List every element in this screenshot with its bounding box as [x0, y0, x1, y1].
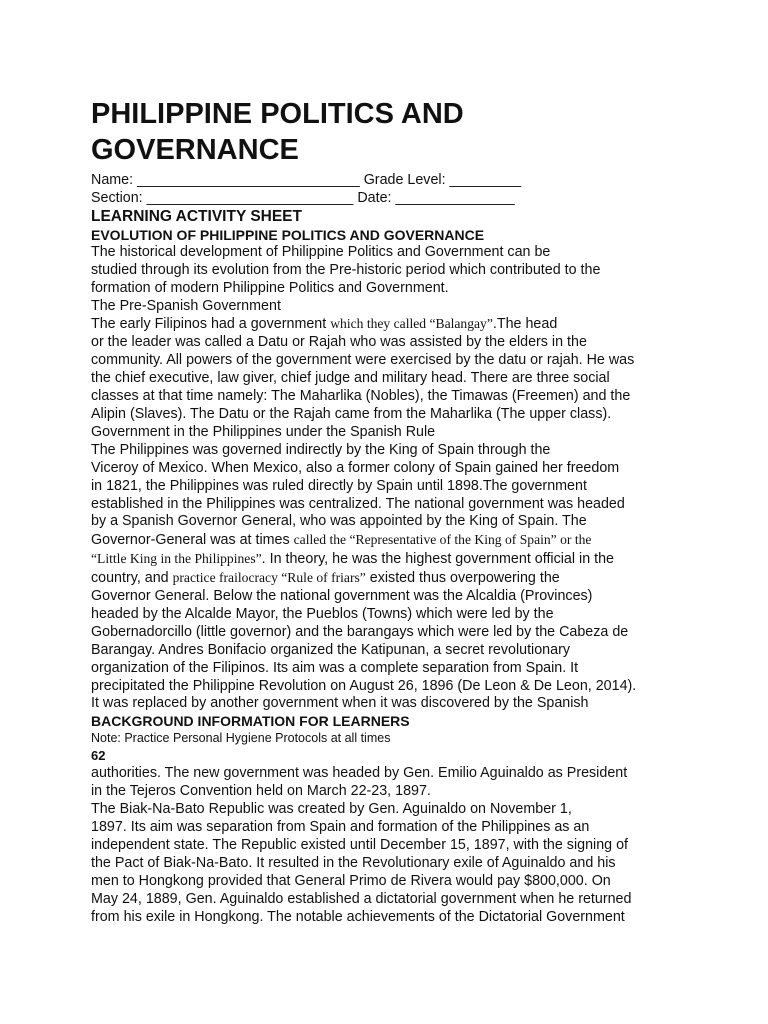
governor-serif: called the “Representative of the King of Spain” or the	[293, 532, 592, 548]
body-line: organization of the Filipinos. Its aim was a complete separation from Spain. It	[91, 659, 579, 676]
section-date-field-line: Section: __________________________ Date: _______________	[91, 189, 515, 206]
body-line: by a Spanish Governor General, who was appointed by the King of Spain. The	[91, 513, 587, 530]
little-king-post: . In theory, he was the highest government official in the	[261, 551, 614, 568]
body-line: The Biak-Na-Bato Republic was created by Gen. Aguinaldo on November 1,	[91, 801, 572, 818]
body-line: Gobernadorcillo (little governor) and the barangays which were led by the Cabeza de	[91, 623, 629, 640]
body-line: precipitated the Philippine Revolution on August 26, 1896 (De Leon & De Leon, 2014).	[91, 677, 637, 694]
friars-post: existed thus overpowering the	[365, 570, 560, 587]
body-line: formation of modern Philippine Politics and Government.	[91, 279, 449, 296]
learning-activity-sheet-heading: LEARNING ACTIVITY SHEET	[91, 207, 302, 225]
body-line: Viceroy of Mexico. When Mexico, also a former colony of Spain gained her freedom	[91, 459, 620, 476]
body-line: It was replaced by another government when it was discovered by the Spanish	[91, 695, 589, 712]
little-king-line	[91, 550, 681, 569]
body-end	[91, 588, 681, 713]
title-line-2: GOVERNANCE	[91, 134, 299, 166]
balangay-serif: which they called “Balangay”	[330, 316, 493, 332]
friars-serif: practice frailocracy “Rule of friars”	[172, 570, 366, 586]
background-info-heading: BACKGROUND INFORMATION FOR LEARNERS	[91, 713, 410, 730]
body-line: the chief executive, law giver, chief judge and military head. There are three social	[91, 370, 610, 387]
governor-line	[91, 531, 681, 550]
hygiene-note: Note: Practice Personal Hygiene Protocols at all times	[91, 731, 391, 746]
little-king-serif: “Little King in the Philippines”	[91, 551, 262, 567]
body-line: classes at that time namely: The Maharlika (Nobles), the Timawas (Freemen) and the	[91, 388, 631, 405]
balangay-pre: The early Filipinos had a government	[91, 316, 331, 333]
page-content	[91, 96, 681, 927]
friars-line	[91, 569, 681, 588]
body-mid	[91, 334, 681, 531]
page-number: 62	[91, 748, 106, 764]
body-line: authorities. The new government was headed by Gen. Emilio Aguinaldo as President	[91, 765, 628, 782]
body-line: community. All powers of the government were exercised by the datu or rajah. He was	[91, 352, 635, 369]
body-top	[91, 244, 681, 316]
body-line: in 1821, the Philippines was ruled directly by Spain until 1898.The government	[91, 477, 587, 494]
balangay-line	[91, 315, 681, 334]
balangay-post: .The head	[492, 316, 558, 333]
title-line-1: PHILIPPINE POLITICS AND	[91, 98, 464, 130]
body-line: Barangay. Andres Bonifacio organized the Katipunan, a secret revolutionary	[91, 641, 570, 658]
body-line: 1897. Its aim was separation from Spain and formation of the Philippines as an	[91, 819, 590, 836]
document-title	[91, 96, 681, 168]
body-line: the Pact of Biak-Na-Bato. It resulted in the Revolutionary exile of Aguinaldo and his	[91, 854, 616, 871]
body-line: men to Hongkong provided that General Primo de Rivera would pay $800,000. On	[91, 872, 611, 889]
body-line: in the Tejeros Convention held on March 22-23, 1897.	[91, 783, 431, 800]
body-line: Alipin (Slaves). The Datu or the Rajah came from the Maharlika (The upper class).	[91, 405, 612, 422]
spanish-rule-subheading: Government in the Philippines under the Spanish Rule	[91, 423, 436, 440]
name-grade-field-line: Name: ____________________________ Grade Level: _________	[91, 172, 522, 188]
body-line: The Philippines was governed indirectly by the King of Spain through the	[91, 441, 551, 458]
body-line: from his exile in Hongkong. The notable achievements of the Dictatorial Government	[91, 908, 625, 925]
evolution-heading: EVOLUTION OF PHILIPPINE POLITICS AND GOVERNANCE	[91, 226, 485, 243]
body-line: headed by the Alcalde Mayor, the Pueblos (Towns) which were led by the	[91, 605, 554, 622]
body-line: established in the Philippines was centralized. The national government was headed	[91, 495, 625, 512]
friars-pre: country, and	[91, 570, 173, 587]
body-line: or the leader was called a Datu or Rajah who was assisted by the elders in the	[91, 334, 587, 351]
body-line: independent state. The Republic existed until December 15, 1897, with the signing of	[91, 837, 629, 853]
body-line: The historical development of Philippine Politics and Government can be	[91, 243, 551, 260]
body-bottom	[91, 765, 681, 926]
body-line: studied through its evolution from the Pre-historic period which contributed to the	[91, 261, 601, 278]
pre-spanish-subheading: The Pre-Spanish Government	[91, 297, 281, 314]
body-line: Governor General. Below the national government was the Alcaldia (Provinces)	[91, 588, 593, 605]
governor-pre: Governor-General was at times	[91, 532, 294, 549]
body-line: May 24, 1889, Gen. Aguinaldo established a dictatorial government when he returned	[91, 890, 632, 907]
